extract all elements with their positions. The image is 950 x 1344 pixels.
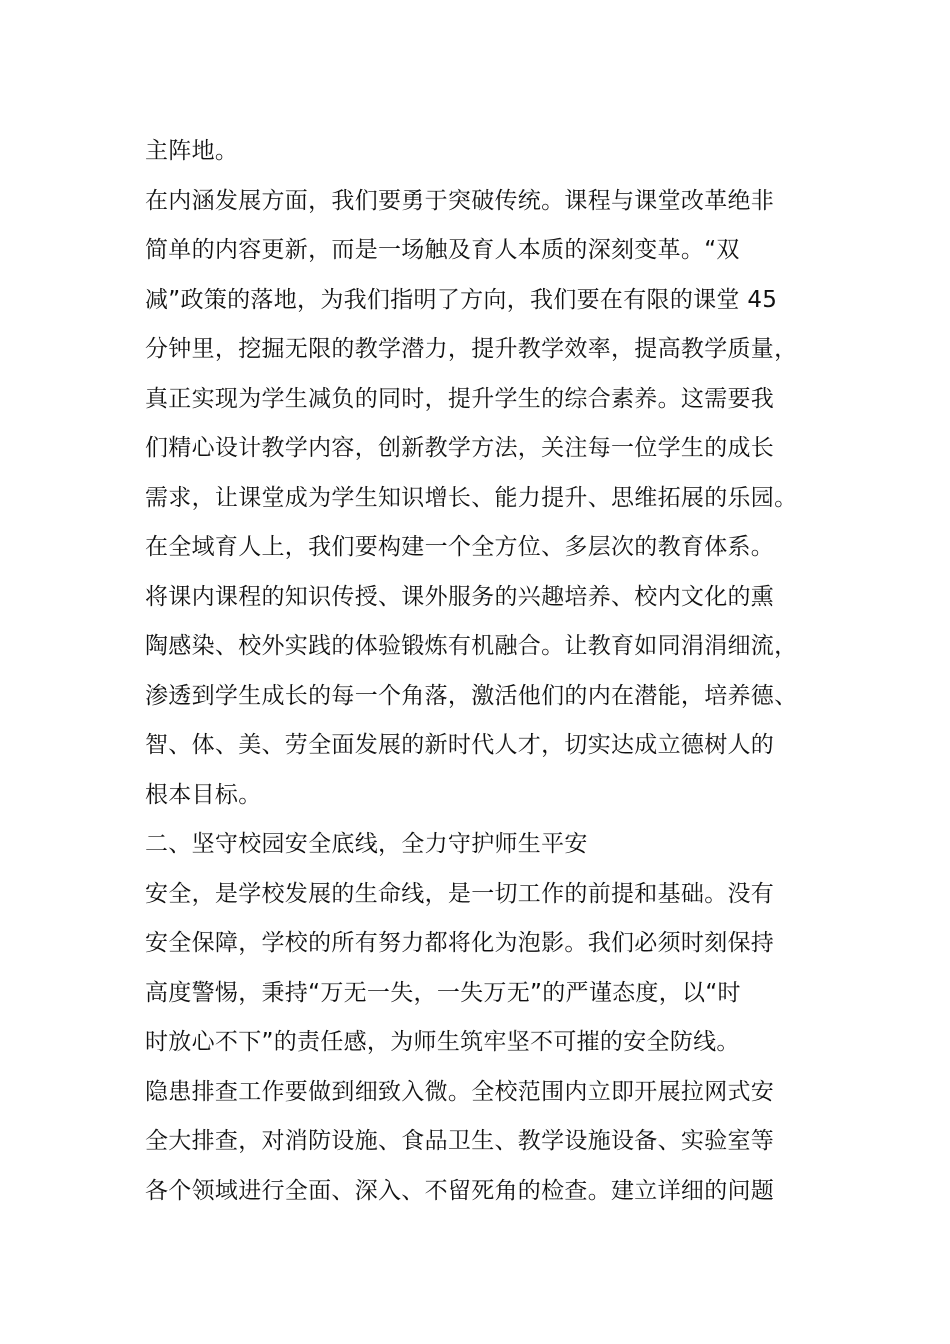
text-line: 安全保障，学校的所有努力都将化为泡影。我们必须时刻保持 <box>145 930 775 956</box>
document-body <box>145 127 845 1216</box>
text-line: 陶感染、校外实践的体验锻炼有机融合。让教育如同涓涓细流， <box>145 633 798 659</box>
text-line: 高度警惕，秉持“万无一失，一失万无”的严谨态度，以“时 <box>145 979 741 1006</box>
text-line: 真正实现为学生减负的同时，提升学生的综合素养。这需要我 <box>145 385 775 412</box>
text-line: 在内涵发展方面，我们要勇于突破传统。课程与课堂改革绝非 <box>145 187 775 214</box>
text-line: 在全域育人上，我们要构建一个全方位、多层次的教育体系。 <box>145 534 775 560</box>
text-line: 主阵地。 <box>145 138 239 164</box>
text-line: 根本目标。 <box>145 781 262 808</box>
text-line: 将课内课程的知识传授、课外服务的兴趣培养、校内文化的熏 <box>145 583 775 610</box>
text-line: 简单的内容更新，而是一场触及育人本质的深刻变革。“双 <box>145 237 740 263</box>
text-line: 减”政策的落地，为我们指明了方向，我们要在有限的课堂 45 <box>145 286 778 313</box>
text-line: 需求，让课堂成为学生知识增长、能力提升、思维拓展的乐园。 <box>145 484 798 511</box>
text-line: 分钟里，挖掘无限的教学潜力，提升教学效率，提高教学质量， <box>145 336 798 362</box>
text-line: 全大排查，对消防设施、食品卫生、教学设施设备、实验室等 <box>145 1128 775 1154</box>
text-line: 各个领域进行全面、深入、不留死角的检查。建立详细的问题 <box>145 1177 775 1204</box>
section-heading: 二、坚守校园安全底线，全力守护师生平安 <box>145 831 588 857</box>
text-line: 时放心不下”的责任感，为师生筑牢坚不可摧的安全防线。 <box>145 1029 740 1055</box>
text-line: 们精心设计教学内容，创新教学方法，关注每一位学生的成长 <box>145 435 775 461</box>
text-line: 安全，是学校发展的生命线，是一切工作的前提和基础。没有 <box>145 880 775 907</box>
text-line: 渗透到学生成长的每一个角落，激活他们的内在潜能，培养德、 <box>145 682 798 709</box>
text-line: 隐患排查工作要做到细致入微。全校范围内立即开展拉网式安 <box>145 1078 775 1105</box>
text-line: 智、体、美、劳全面发展的新时代人才，切实达成立德树人的 <box>145 732 775 758</box>
